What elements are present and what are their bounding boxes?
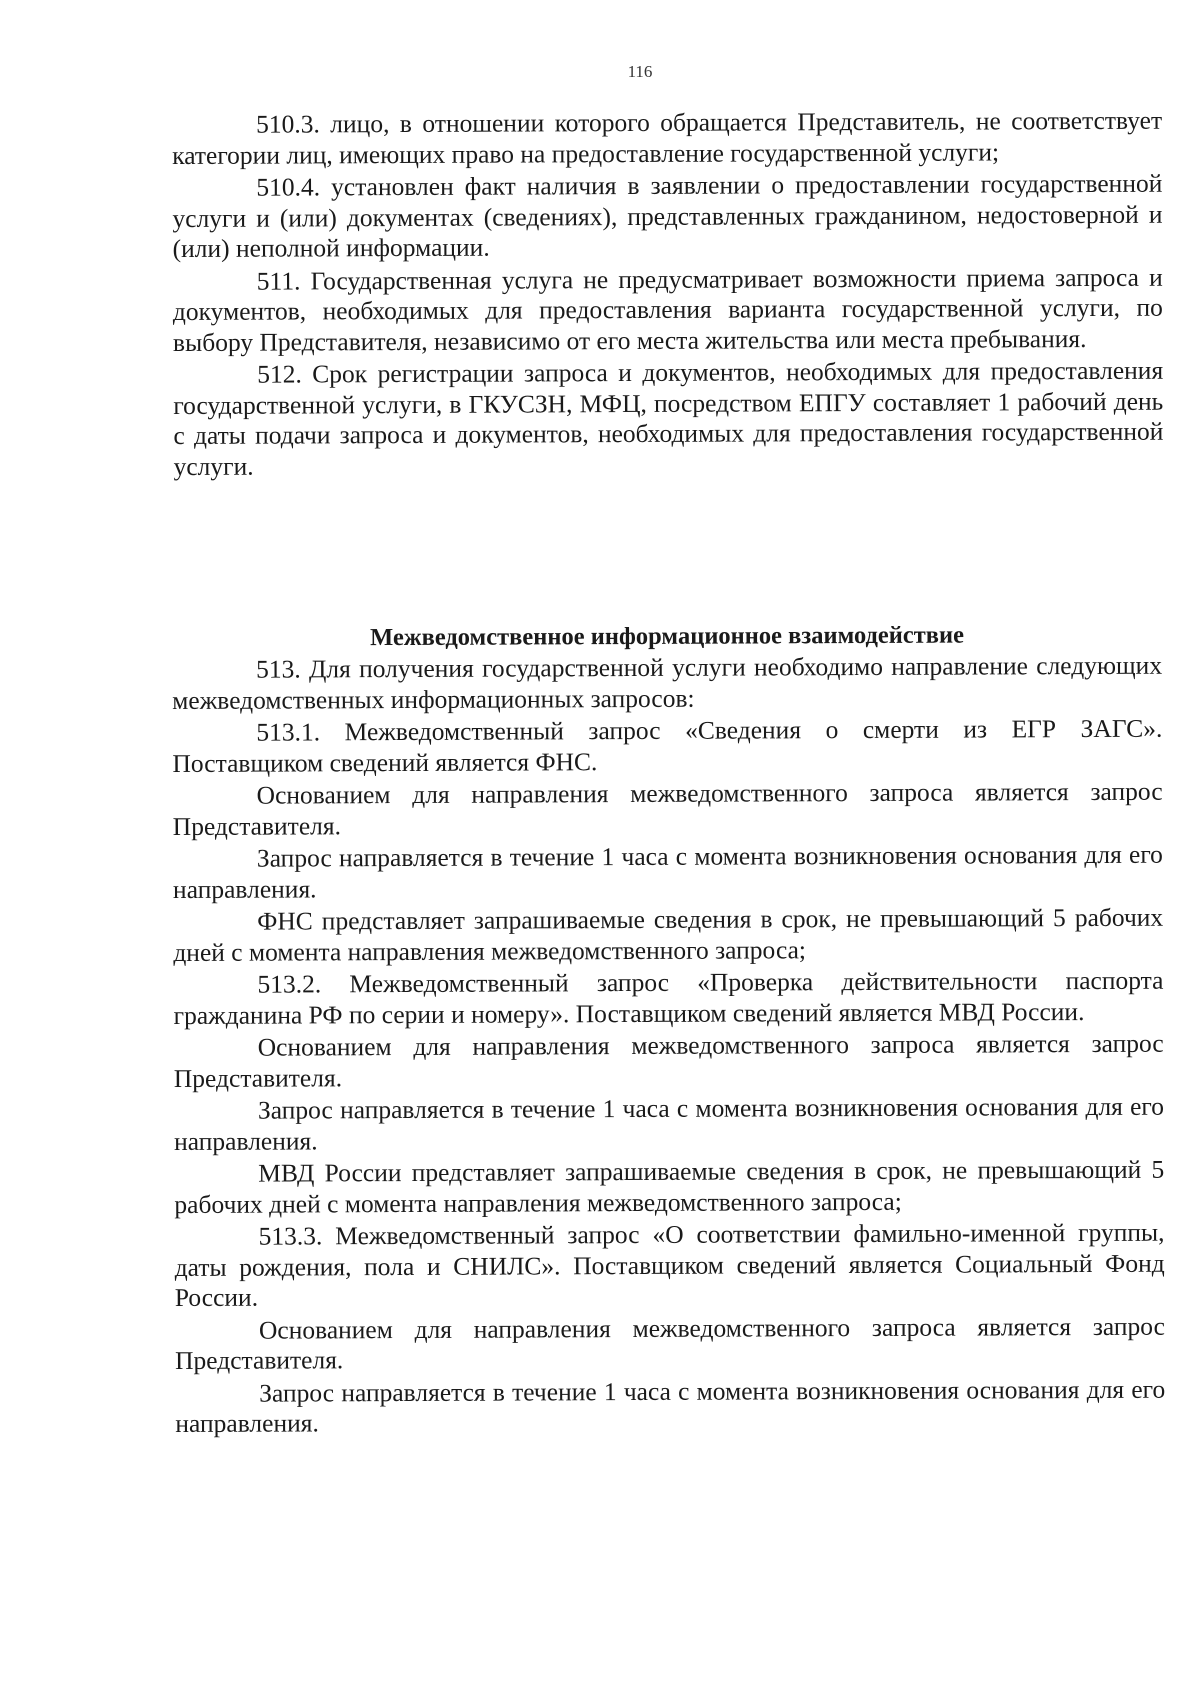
paragraph-510-4: 510.4. установлен факт наличия в заявлении о предоставлении государственной услуги и (или) документах (сведениях), представленных гражданином, недостоверной и (или) неполной информации.: [172, 168, 1163, 263]
paragraph-513-2-basis: Основанием для направления межведомственного запроса является запрос Представителя.: [173, 1028, 1164, 1093]
paragraph-513-2: 513.2. Межведомственный запрос «Проверка действительности паспорта гражданина РФ по серии и номеру». Поставщиком сведений является МВД России.: [173, 965, 1164, 1030]
paragraph-513-2-timing: Запрос направляется в течение 1 часа с момента возникновения основания для его направления.: [174, 1091, 1165, 1156]
paragraph-513-3-basis: Основанием для направления межведомственного запроса является запрос Представителя.: [175, 1311, 1165, 1375]
paragraph-512: 512. Срок регистрации запроса и документов, необходимых для предоставления государственной услуги, в ГКУСЗН, МФЦ, посредством ЕПГУ составляет 1 рабочий день с даты подачи запроса и документов, необходимых для предоставления государственной услуги.: [173, 355, 1164, 481]
body-text-after-heading: [172, 651, 1165, 1442]
paragraph-513-1-response: ФНС представляет запрашиваемые сведения в срок, не превышающий 5 рабочих дней с момента направления межведомственного запроса;: [173, 902, 1164, 967]
paragraph-513-1: 513.1. Межведомственный запрос «Сведения о смерти из ЕГР ЗАГС». Поставщиком сведений является ФНС.: [172, 713, 1163, 778]
paragraph-510-3: 510.3. лицо, в отношении которого обращается Представитель, не соответствует категории лиц, имеющих право на предоставление государственной услуги;: [172, 105, 1163, 170]
paragraph-513-3-timing: Запрос направляется в течение 1 часа с момента возникновения основания для его направления.: [175, 1374, 1166, 1438]
paragraph-513-1-timing: Запрос направляется в течение 1 часа с момента возникновения основания для его направления.: [172, 839, 1163, 904]
page-number: 116: [627, 62, 653, 81]
paragraph-513-3: 513.3. Межведомственный запрос «О соответствии фамильно-именной группы, даты рождения, пола и СНИЛС». Поставщиком сведений является Социальный Фонд России.: [174, 1217, 1165, 1312]
body-text-before-heading: [172, 106, 1164, 484]
section-heading: Межведомственное информационное взаимодействие: [370, 621, 965, 652]
paragraph-513-2-response: МВД России представляет запрашиваемые сведения в срок, не превышающий 5 рабочих дней с момента направления межведомственного запроса;: [174, 1154, 1165, 1219]
paragraph-513: 513. Для получения государственной услуги необходимо направление следующих межведомственных информационных запросов:: [172, 650, 1163, 715]
paragraph-511: 511. Государственная услуга не предусматривает возможности приема запроса и документов, необходимых для предоставления варианта государственной услуги, по выбору Представителя, независимо от его места жительства или места пребывания.: [172, 262, 1163, 357]
paragraph-513-1-basis: Основанием для направления межведомственного запроса является запрос Представителя.: [172, 776, 1163, 841]
